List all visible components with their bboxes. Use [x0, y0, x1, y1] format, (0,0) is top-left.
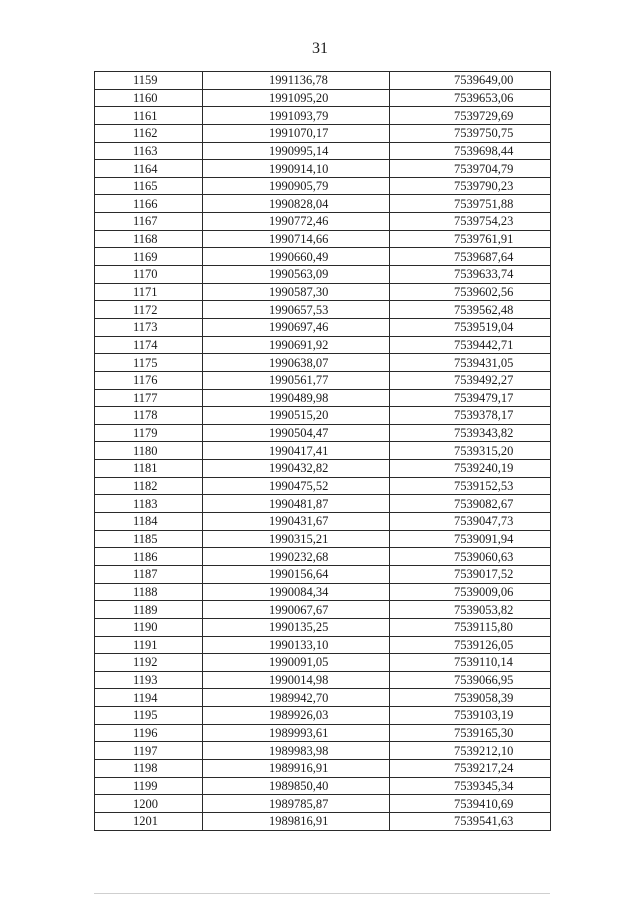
point-number-cell: 1171 [95, 283, 203, 301]
table-row [95, 724, 551, 742]
y-coordinate-cell: 7539519,04 [390, 318, 551, 336]
point-number-cell: 1176 [95, 371, 203, 389]
point-number-cell: 1177 [95, 389, 203, 407]
table-row [95, 671, 551, 689]
table-row [95, 812, 551, 830]
x-coordinate-cell: 1989983,98 [203, 742, 390, 760]
y-coordinate-cell: 7539212,10 [390, 742, 551, 760]
point-number-cell: 1178 [95, 407, 203, 425]
y-coordinate-cell: 7539761,91 [390, 230, 551, 248]
table-row [95, 513, 551, 531]
table-row [95, 283, 551, 301]
x-coordinate-cell: 1990714,66 [203, 230, 390, 248]
x-coordinate-cell: 1990067,67 [203, 601, 390, 619]
table-row [95, 565, 551, 583]
y-coordinate-cell: 7539410,69 [390, 795, 551, 813]
x-coordinate-cell: 1990084,34 [203, 583, 390, 601]
table-row [95, 530, 551, 548]
table-row [95, 301, 551, 319]
point-number-cell: 1163 [95, 142, 203, 160]
table-row [95, 160, 551, 178]
x-coordinate-cell: 1990914,10 [203, 160, 390, 178]
x-coordinate-cell: 1990515,20 [203, 407, 390, 425]
table-row [95, 777, 551, 795]
point-number-cell: 1198 [95, 759, 203, 777]
y-coordinate-cell: 7539165,30 [390, 724, 551, 742]
y-coordinate-cell: 7539653,06 [390, 89, 551, 107]
point-number-cell: 1200 [95, 795, 203, 813]
x-coordinate-cell: 1990432,82 [203, 460, 390, 478]
point-number-cell: 1168 [95, 230, 203, 248]
point-number-cell: 1192 [95, 654, 203, 672]
table-row [95, 795, 551, 813]
table-row [95, 583, 551, 601]
table-row [95, 336, 551, 354]
y-coordinate-cell: 7539343,82 [390, 424, 551, 442]
x-coordinate-cell: 1990475,52 [203, 477, 390, 495]
point-number-cell: 1193 [95, 671, 203, 689]
point-number-cell: 1179 [95, 424, 203, 442]
x-coordinate-cell: 1991095,20 [203, 89, 390, 107]
y-coordinate-cell: 7539431,05 [390, 354, 551, 372]
table-row [95, 142, 551, 160]
y-coordinate-cell: 7539754,23 [390, 213, 551, 231]
x-coordinate-cell: 1989785,87 [203, 795, 390, 813]
table-row [95, 389, 551, 407]
x-coordinate-cell: 1990587,30 [203, 283, 390, 301]
table-row [95, 601, 551, 619]
y-coordinate-cell: 7539047,73 [390, 513, 551, 531]
table-row [95, 407, 551, 425]
table-row [95, 424, 551, 442]
table-row [95, 89, 551, 107]
x-coordinate-cell: 1990481,87 [203, 495, 390, 513]
point-number-cell: 1199 [95, 777, 203, 795]
point-number-cell: 1187 [95, 565, 203, 583]
y-coordinate-cell: 7539240,19 [390, 460, 551, 478]
point-number-cell: 1197 [95, 742, 203, 760]
y-coordinate-cell: 7539060,63 [390, 548, 551, 566]
point-number-cell: 1170 [95, 266, 203, 284]
point-number-cell: 1196 [95, 724, 203, 742]
y-coordinate-cell: 7539492,27 [390, 371, 551, 389]
point-number-cell: 1194 [95, 689, 203, 707]
table-row [95, 213, 551, 231]
table-row [95, 707, 551, 725]
y-coordinate-cell: 7539750,75 [390, 124, 551, 142]
table-row [95, 195, 551, 213]
x-coordinate-cell: 1990660,49 [203, 248, 390, 266]
table-row [95, 266, 551, 284]
table-row [95, 107, 551, 125]
point-number-cell: 1162 [95, 124, 203, 142]
table-row [95, 654, 551, 672]
x-coordinate-cell: 1990091,05 [203, 654, 390, 672]
x-coordinate-cell: 1990232,68 [203, 548, 390, 566]
y-coordinate-cell: 7539602,56 [390, 283, 551, 301]
x-coordinate-cell: 1990135,25 [203, 618, 390, 636]
x-coordinate-cell: 1989926,03 [203, 707, 390, 725]
table-row [95, 618, 551, 636]
y-coordinate-cell: 7539126,05 [390, 636, 551, 654]
y-coordinate-cell: 7539103,19 [390, 707, 551, 725]
point-number-cell: 1173 [95, 318, 203, 336]
table-row [95, 248, 551, 266]
point-number-cell: 1201 [95, 812, 203, 830]
point-number-cell: 1190 [95, 618, 203, 636]
page-bottom-rule [94, 893, 550, 894]
point-number-cell: 1167 [95, 213, 203, 231]
point-number-cell: 1188 [95, 583, 203, 601]
x-coordinate-cell: 1990315,21 [203, 530, 390, 548]
point-number-cell: 1183 [95, 495, 203, 513]
y-coordinate-cell: 7539345,34 [390, 777, 551, 795]
point-number-cell: 1165 [95, 177, 203, 195]
table-row [95, 689, 551, 707]
table-row [95, 354, 551, 372]
x-coordinate-cell: 1990133,10 [203, 636, 390, 654]
point-number-cell: 1160 [95, 89, 203, 107]
y-coordinate-cell: 7539053,82 [390, 601, 551, 619]
point-number-cell: 1185 [95, 530, 203, 548]
point-number-cell: 1189 [95, 601, 203, 619]
table-row [95, 371, 551, 389]
y-coordinate-cell: 7539633,74 [390, 266, 551, 284]
coordinates-table-body [95, 72, 551, 831]
table-row [95, 460, 551, 478]
y-coordinate-cell: 7539091,94 [390, 530, 551, 548]
point-number-cell: 1166 [95, 195, 203, 213]
y-coordinate-cell: 7539017,52 [390, 565, 551, 583]
x-coordinate-cell: 1990489,98 [203, 389, 390, 407]
point-number-cell: 1191 [95, 636, 203, 654]
table-row [95, 124, 551, 142]
x-coordinate-cell: 1990828,04 [203, 195, 390, 213]
x-coordinate-cell: 1990697,46 [203, 318, 390, 336]
y-coordinate-cell: 7539649,00 [390, 72, 551, 90]
y-coordinate-cell: 7539442,71 [390, 336, 551, 354]
point-number-cell: 1175 [95, 354, 203, 372]
table-row [95, 548, 551, 566]
x-coordinate-cell: 1991070,17 [203, 124, 390, 142]
x-coordinate-cell: 1991093,79 [203, 107, 390, 125]
table-row [95, 177, 551, 195]
y-coordinate-cell: 7539058,39 [390, 689, 551, 707]
y-coordinate-cell: 7539704,79 [390, 160, 551, 178]
x-coordinate-cell: 1989816,91 [203, 812, 390, 830]
y-coordinate-cell: 7539152,53 [390, 477, 551, 495]
y-coordinate-cell: 7539115,80 [390, 618, 551, 636]
x-coordinate-cell: 1991136,78 [203, 72, 390, 90]
point-number-cell: 1169 [95, 248, 203, 266]
point-number-cell: 1182 [95, 477, 203, 495]
x-coordinate-cell: 1990504,47 [203, 424, 390, 442]
table-row [95, 72, 551, 90]
x-coordinate-cell: 1990014,98 [203, 671, 390, 689]
x-coordinate-cell: 1990691,92 [203, 336, 390, 354]
y-coordinate-cell: 7539729,69 [390, 107, 551, 125]
point-number-cell: 1174 [95, 336, 203, 354]
x-coordinate-cell: 1989993,61 [203, 724, 390, 742]
y-coordinate-cell: 7539217,24 [390, 759, 551, 777]
y-coordinate-cell: 7539562,48 [390, 301, 551, 319]
y-coordinate-cell: 7539009,06 [390, 583, 551, 601]
point-number-cell: 1161 [95, 107, 203, 125]
x-coordinate-cell: 1989850,40 [203, 777, 390, 795]
x-coordinate-cell: 1990431,67 [203, 513, 390, 531]
y-coordinate-cell: 7539751,88 [390, 195, 551, 213]
y-coordinate-cell: 7539687,64 [390, 248, 551, 266]
y-coordinate-cell: 7539082,67 [390, 495, 551, 513]
x-coordinate-cell: 1990995,14 [203, 142, 390, 160]
point-number-cell: 1172 [95, 301, 203, 319]
table-row [95, 230, 551, 248]
y-coordinate-cell: 7539066,95 [390, 671, 551, 689]
x-coordinate-cell: 1989942,70 [203, 689, 390, 707]
point-number-cell: 1186 [95, 548, 203, 566]
point-number-cell: 1195 [95, 707, 203, 725]
table-row [95, 477, 551, 495]
y-coordinate-cell: 7539698,44 [390, 142, 551, 160]
x-coordinate-cell: 1990772,46 [203, 213, 390, 231]
point-number-cell: 1164 [95, 160, 203, 178]
x-coordinate-cell: 1990156,64 [203, 565, 390, 583]
y-coordinate-cell: 7539315,20 [390, 442, 551, 460]
y-coordinate-cell: 7539378,17 [390, 407, 551, 425]
page-number: 31 [312, 40, 328, 57]
x-coordinate-cell: 1989916,91 [203, 759, 390, 777]
point-number-cell: 1181 [95, 460, 203, 478]
x-coordinate-cell: 1990638,07 [203, 354, 390, 372]
x-coordinate-cell: 1990563,09 [203, 266, 390, 284]
x-coordinate-cell: 1990657,53 [203, 301, 390, 319]
y-coordinate-cell: 7539479,17 [390, 389, 551, 407]
table-row [95, 759, 551, 777]
table-row [95, 495, 551, 513]
table-row [95, 318, 551, 336]
point-number-cell: 1159 [95, 72, 203, 90]
coordinates-table [94, 71, 551, 831]
point-number-cell: 1180 [95, 442, 203, 460]
x-coordinate-cell: 1990905,79 [203, 177, 390, 195]
y-coordinate-cell: 7539790,23 [390, 177, 551, 195]
x-coordinate-cell: 1990561,77 [203, 371, 390, 389]
y-coordinate-cell: 7539541,63 [390, 812, 551, 830]
table-row [95, 742, 551, 760]
point-number-cell: 1184 [95, 513, 203, 531]
table-row [95, 636, 551, 654]
y-coordinate-cell: 7539110,14 [390, 654, 551, 672]
table-row [95, 442, 551, 460]
x-coordinate-cell: 1990417,41 [203, 442, 390, 460]
